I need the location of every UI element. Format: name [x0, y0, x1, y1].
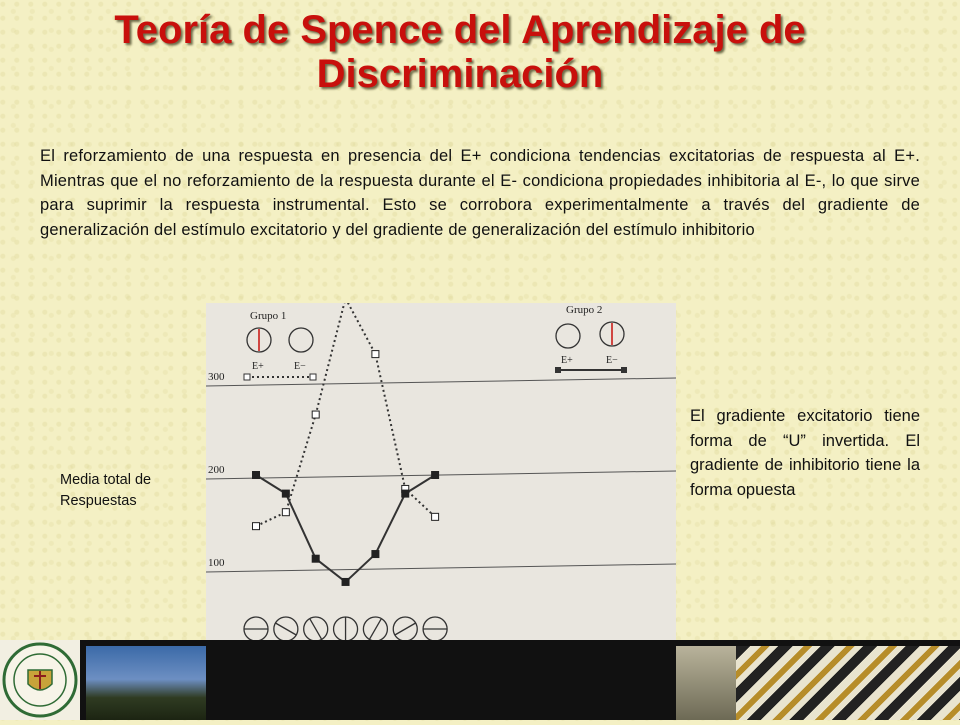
legend-group1-eminus-label: E− — [294, 361, 306, 372]
stimulus-orientation-icon — [334, 617, 358, 641]
campus-photo-mural — [736, 646, 960, 720]
stimulus-orientation-icon — [244, 617, 268, 641]
legend-group2-eplus-circle — [556, 324, 580, 348]
legend-group2-eplus-label: E+ — [561, 355, 573, 366]
campus-photo-right-1 — [676, 646, 736, 720]
series-2-point — [282, 490, 289, 497]
series-1-point — [372, 351, 379, 358]
y-axis-caption: Media total de Respuestas — [60, 472, 152, 509]
legend-group2-marker-left — [555, 367, 561, 373]
series-2-point — [342, 578, 349, 585]
legend-group1-marker-right — [310, 374, 316, 380]
chart-legend — [244, 304, 627, 380]
series-2-point — [372, 551, 379, 558]
series-1-point — [253, 523, 260, 530]
university-seal — [0, 640, 80, 720]
series-1-point — [432, 513, 439, 520]
stimulus-orientation-icon — [274, 617, 298, 641]
stimulus-orientation-icon — [363, 617, 387, 641]
legend-group2-marker-right — [621, 367, 627, 373]
series-2-point — [253, 472, 260, 479]
campus-photo-tower — [86, 646, 206, 720]
legend-group1-eplus-label: E+ — [252, 361, 264, 372]
series-2-point — [432, 472, 439, 479]
stimulus-orientation-icon — [304, 617, 328, 641]
gradient-explanation: El gradiente excitatorio tiene forma de “U” invertida. El gradiente de inhibitorio tiene la forma opuesta — [690, 407, 920, 499]
stimulus-orientation-icon — [393, 617, 417, 641]
series-2-point — [402, 490, 409, 497]
grid-line-300 — [206, 378, 676, 386]
series-1-point — [312, 411, 319, 418]
chart-grid — [206, 378, 676, 572]
grid-line-100 — [206, 564, 676, 572]
slide-title: Teoría de Spence del Aprendizaje de Discriminación — [114, 8, 806, 96]
body-paragraph: El reforzamiento de una respuesta en presencia del E+ condiciona tendencias excitatorias de respuesta al E+. Mientras que el no reforzamiento de la respuesta durante el E- condiciona propiedades inhibitoria al E-, lo que sirve para suprimir la respuesta instrumental. Esto se corrobora experimentalmente a través del gradiente de generalización del estímulo excitatorio y del gradiente de generalización del estímulo inhibitorio — [40, 147, 920, 239]
legend-group2-title: Grupo 2 — [566, 304, 603, 316]
stimulus-orientation-icon — [423, 617, 447, 641]
y-tick-label: 300 — [208, 371, 225, 383]
series-1-point — [282, 509, 289, 516]
grid-line-200 — [206, 471, 676, 479]
legend-group1-eminus-circle — [289, 328, 313, 352]
legend-group1-title: Grupo 1 — [250, 310, 287, 322]
legend-group1-marker-left — [244, 374, 250, 380]
series-2-point — [312, 555, 319, 562]
legend-group2-eminus-label: E− — [606, 355, 618, 366]
y-tick-label: 100 — [208, 557, 225, 569]
y-tick-label: 200 — [208, 464, 225, 476]
